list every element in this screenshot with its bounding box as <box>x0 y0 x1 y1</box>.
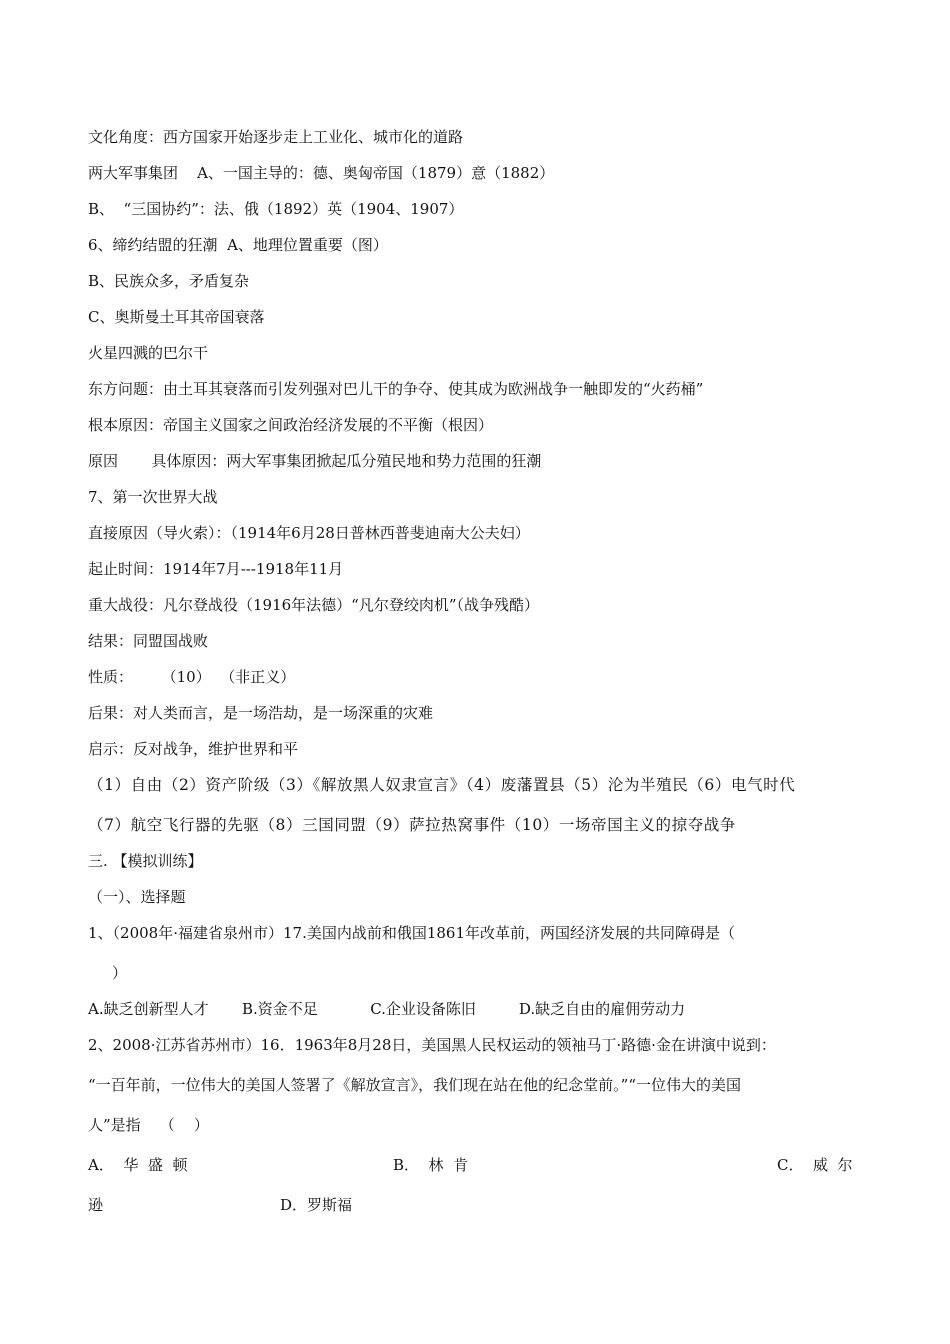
text-line: 6、缔约结盟的狂潮 A、地理位置重要（图） <box>88 236 388 254</box>
text-line: 结果：同盟国战败 <box>88 632 209 650</box>
answer-line: （1）自由（2）资产阶级（3）《解放黑人奴隶宣言》（4）废藩置县（5）沦为半殖民（6）电气时代 <box>88 776 796 794</box>
text-line: 火星四溅的巴尔干 <box>88 344 209 362</box>
question-2-option-d: D．罗斯福 <box>280 1196 353 1214</box>
question-2-option-c: C． 威 尔 <box>777 1156 853 1174</box>
text-line: 根本原因：帝国主义国家之间政治经济发展的不平衡（根因） <box>88 416 494 434</box>
question-2-tail: 人”是指 （ ） <box>88 1116 209 1134</box>
text-line: 重大战役：凡尔登战役（1916年法德）“凡尔登绞肉机”（战争残酷） <box>88 596 540 614</box>
text-line: 原因 具体原因：两大军事集团掀起瓜分殖民地和势力范围的狂潮 <box>88 452 542 470</box>
question-1-options: A.缺乏创新型人才 B.资金不足 C.企业设备陈旧 D.缺乏自由的雇佣劳动力 <box>88 1000 686 1018</box>
question-2-option-a: A． 华 盛 顿 <box>88 1156 188 1174</box>
text-line: 启示：反对战争，维护世界和平 <box>88 740 299 758</box>
text-line: 两大军事集团 A、一国主导的：德、奥匈帝国（1879）意（1882） <box>88 164 555 182</box>
question-2-option-c-tail: 逊 <box>88 1196 104 1214</box>
subsection-title: （一）、选择题 <box>88 888 186 906</box>
question-2-stem: 2、2008·江苏省苏州市）16．1963年8月28日，美国黑人民权运动的领袖马丁·路德·金在讲演中说到： <box>88 1036 776 1054</box>
text-line: B、民族众多，矛盾复杂 <box>88 272 250 290</box>
text-line: B、 “三国协约”：法、俄（1892）英（1904、1907） <box>88 200 464 218</box>
text-line: C、奥斯曼土耳其帝国衰落 <box>88 308 265 326</box>
text-line: 后果：对人类而言，是一场浩劫，是一场深重的灾难 <box>88 704 434 722</box>
section-title: 三. 【模拟训练】 <box>88 852 203 870</box>
question-1-paren: ） <box>112 964 128 982</box>
text-line: 7、第一次世界大战 <box>88 488 218 506</box>
text-line: 性质： （10） （非正义） <box>88 668 296 686</box>
question-2-quote: “一百年前，一位伟大的美国人签署了《解放宣言》，我们现在站在他的纪念堂前。”“一位伟大的美国 <box>88 1076 742 1094</box>
answer-line: （7）航空飞行器的先驱（8）三国同盟（9）萨拉热窝事件（10）一场帝国主义的掠夺战争 <box>88 816 737 834</box>
text-line: 东方问题：由土耳其衰落而引发列强对巴儿干的争夺、使其成为欧洲战争一触即发的“火药桶” <box>88 380 704 398</box>
question-2-option-b: B． 林 肯 <box>393 1156 469 1174</box>
text-line: 直接原因（导火索）：（1914年6月28日普林西普斐迪南大公夫妇） <box>88 524 530 542</box>
text-line: 文化角度：西方国家开始逐步走上工业化、城市化的道路 <box>88 128 464 146</box>
question-1-stem: 1、（2008年·福建省泉州市）17.美国内战前和俄国1861年改革前，两国经济发展的共同障碍是（ <box>88 924 736 942</box>
text-line: 起止时间：1914年7月---1918年11月 <box>88 560 344 578</box>
